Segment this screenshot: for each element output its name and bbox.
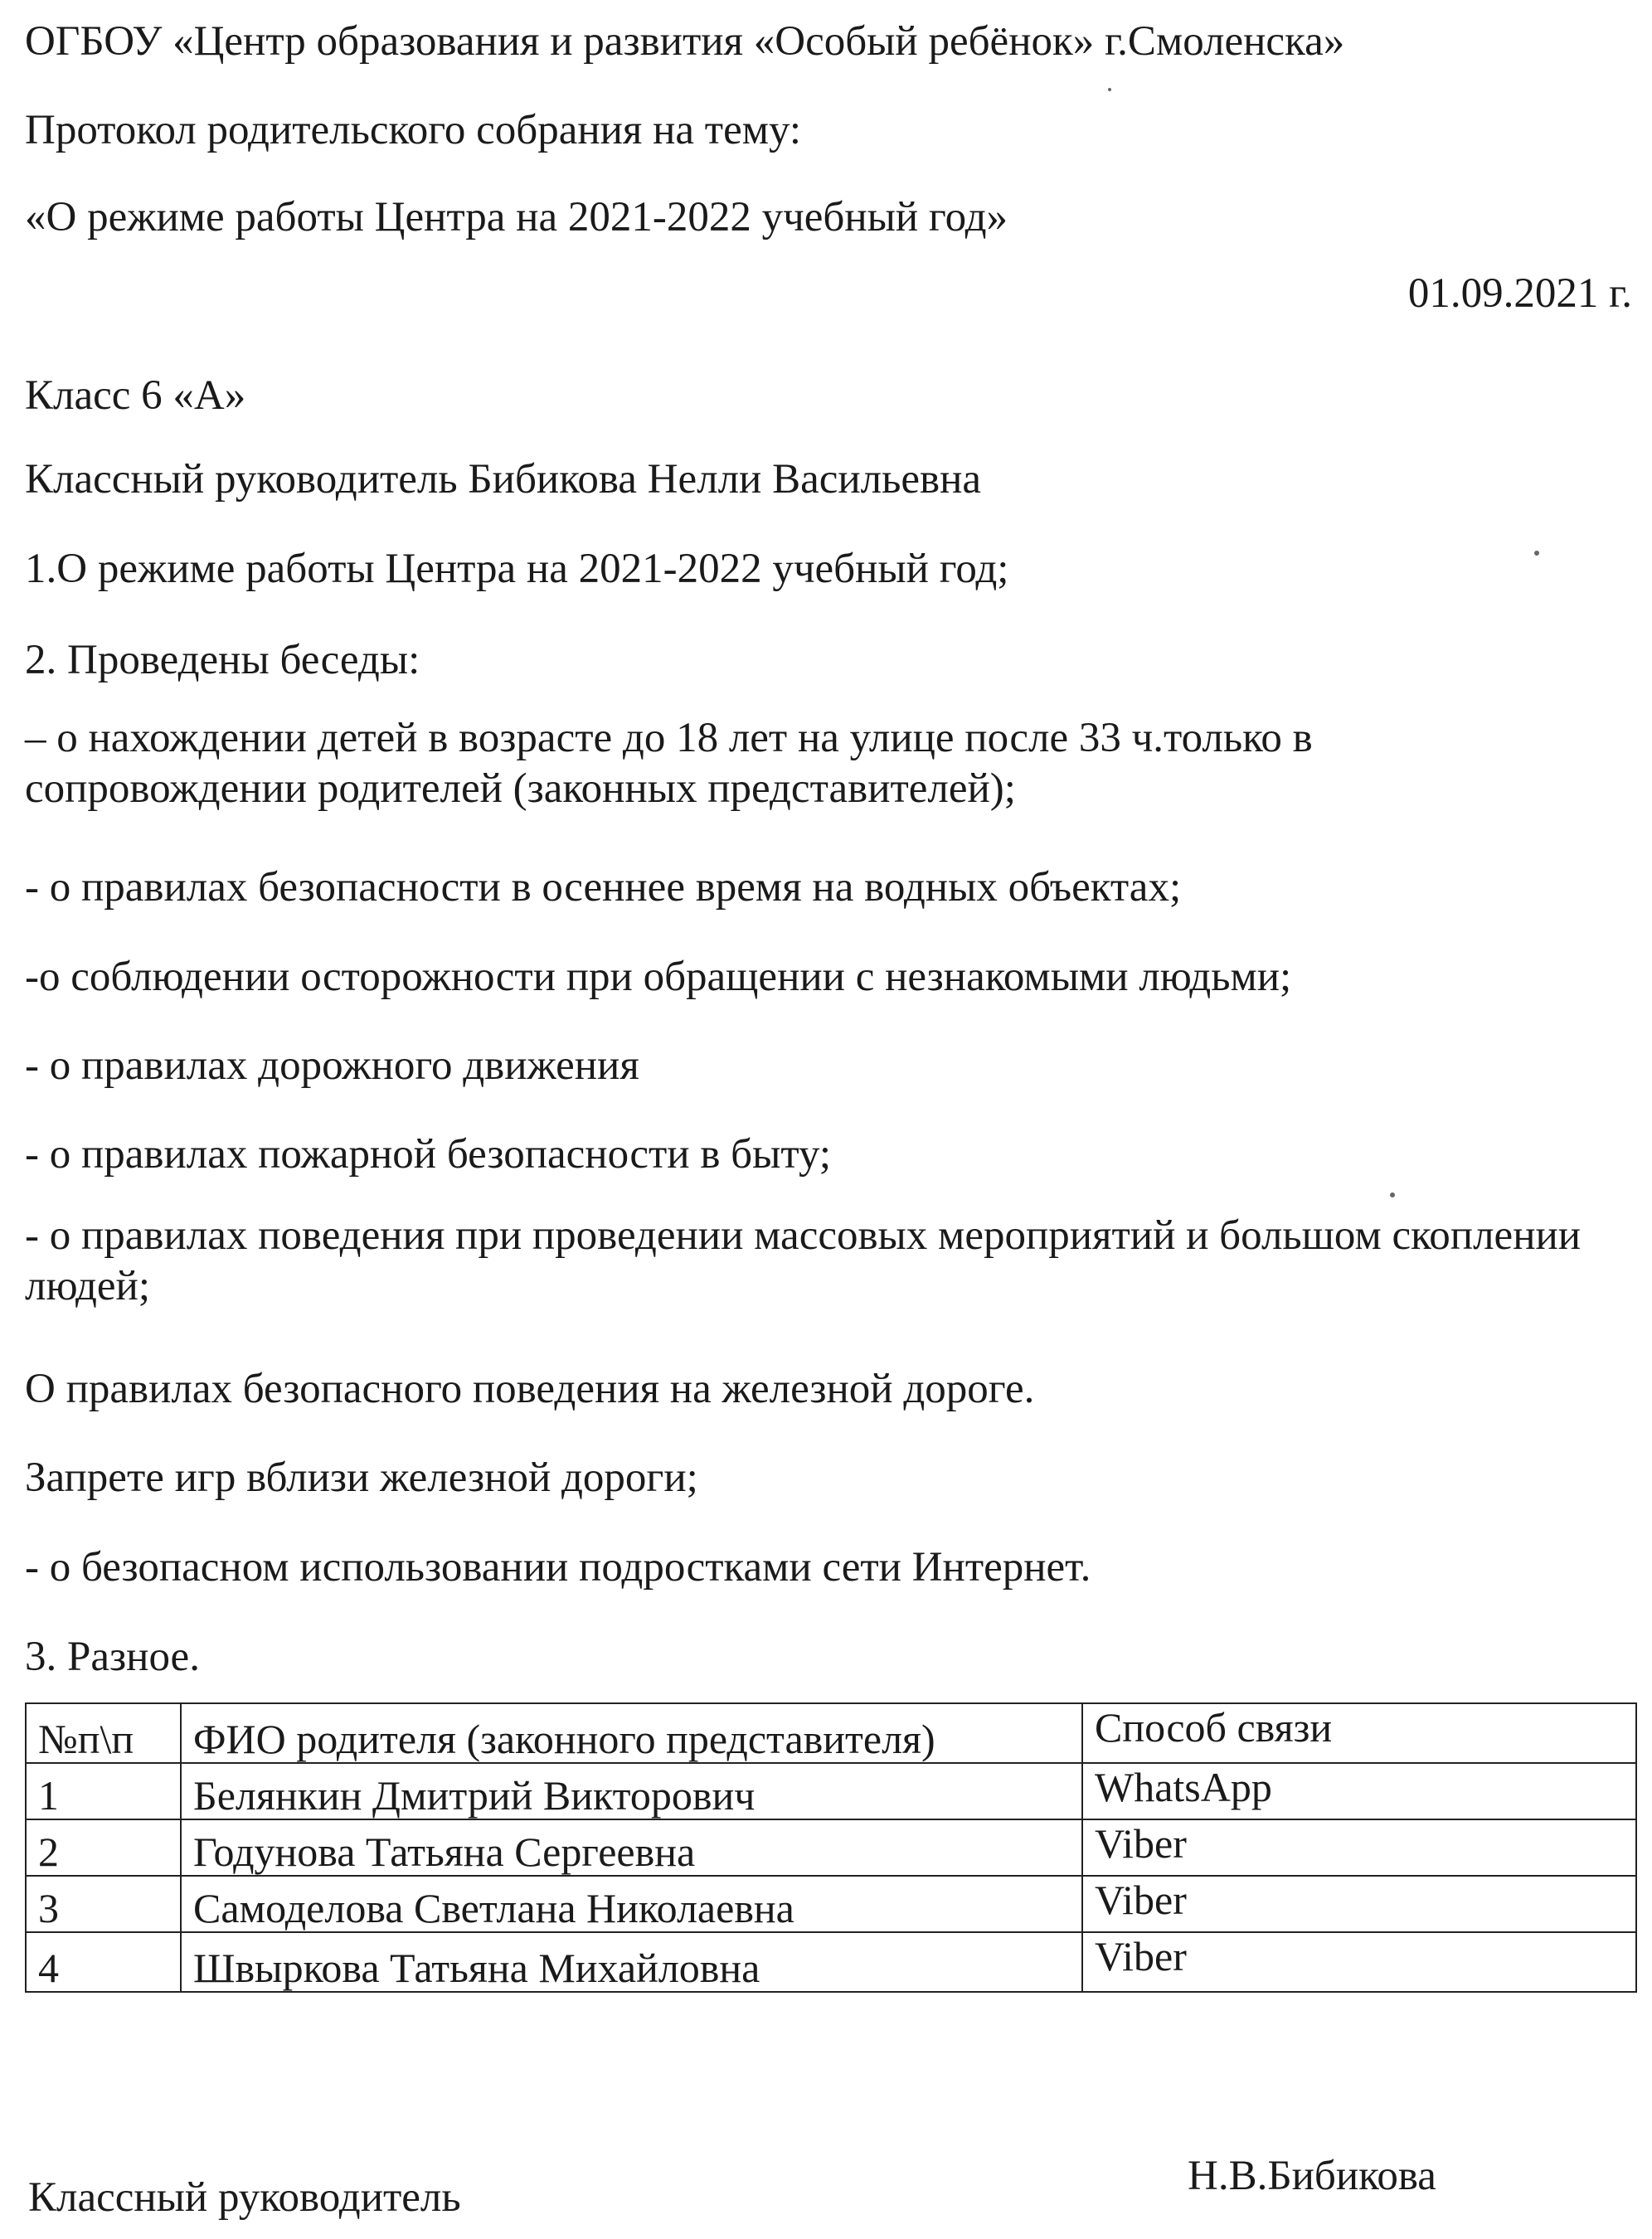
table-row [26, 1763, 1636, 1819]
table-row [26, 1819, 1636, 1876]
talk-item: - о правилах дорожного движения [25, 1042, 639, 1089]
agenda-item-2: 2. Проведены беседы: [25, 637, 420, 683]
table-row [26, 1932, 1636, 1992]
parents-contact-table [25, 1702, 1637, 1993]
table-header-row [26, 1703, 1636, 1763]
organization-name: ОГБОУ «Центр образования и развития «Особый ребёнок» г.Смоленска» [25, 18, 1345, 65]
talk-item: - о правилах безопасности в осеннее время на водных объектах; [25, 864, 1182, 911]
table-row [26, 1876, 1636, 1932]
scan-speck [1108, 88, 1111, 91]
parent-name: Белянкин Дмитрий Викторович [181, 1763, 1082, 1819]
signature-name: Н.В.Бибикова [1188, 2153, 1436, 2199]
scan-speck [1534, 551, 1539, 556]
meeting-date: 01.09.2021 г. [1407, 270, 1632, 317]
column-header-number: №п\п [26, 1703, 181, 1763]
class-teacher: Классный руководитель Бибикова Нелли Васильевна [25, 456, 982, 503]
talk-item: – о нахождении детей в возрасте до 18 лет на улице после 33 ч.только в сопровождении родителей (законных представителей); [25, 715, 1313, 812]
row-number: 4 [26, 1932, 181, 1992]
parent-name: Швыркова Татьяна Михайловна [181, 1932, 1082, 1992]
talk-item: О правилах безопасного поведения на железной дороге. [25, 1366, 1035, 1412]
contact-method: Viber [1082, 1876, 1636, 1932]
row-number: 3 [26, 1876, 181, 1932]
agenda-item-3: 3. Разное. [25, 1634, 200, 1680]
talk-item: - о безопасном использовании подростками сети Интернет. [25, 1544, 1091, 1591]
talk-item: - о правилах поведения при проведении массовых мероприятий и большом скоплении людей; [25, 1212, 1582, 1309]
column-header-contact: Способ связи [1082, 1703, 1636, 1763]
scan-speck [1390, 1192, 1395, 1197]
class-label: Класс 6 «А» [25, 372, 246, 419]
contact-method: Viber [1082, 1932, 1636, 1992]
column-header-name: ФИО родителя (законного представителя) [181, 1703, 1082, 1763]
protocol-title: Протокол родительского собрания на тему: [25, 107, 802, 153]
row-number: 1 [26, 1763, 181, 1819]
contact-method: WhatsApp [1082, 1763, 1636, 1819]
talk-item: - о правилах пожарной безопасности в быту; [25, 1131, 831, 1178]
talk-item: -о соблюдении осторожности при обращении с незнакомыми людьми; [25, 954, 1292, 1000]
talk-item: Запрете игр вблизи железной дороги; [25, 1455, 698, 1501]
parent-name: Самоделова Светлана Николаевна [181, 1876, 1082, 1932]
agenda-item-1: 1.О режиме работы Центра на 2021-2022 учебный год; [25, 546, 1009, 592]
signature-role: Классный руководитель [28, 2174, 461, 2221]
meeting-topic: «О режиме работы Центра на 2021-2022 учебный год» [25, 194, 1008, 240]
row-number: 2 [26, 1819, 181, 1876]
contact-method: Viber [1082, 1819, 1636, 1876]
parent-name: Годунова Татьяна Сергеевна [181, 1819, 1082, 1876]
